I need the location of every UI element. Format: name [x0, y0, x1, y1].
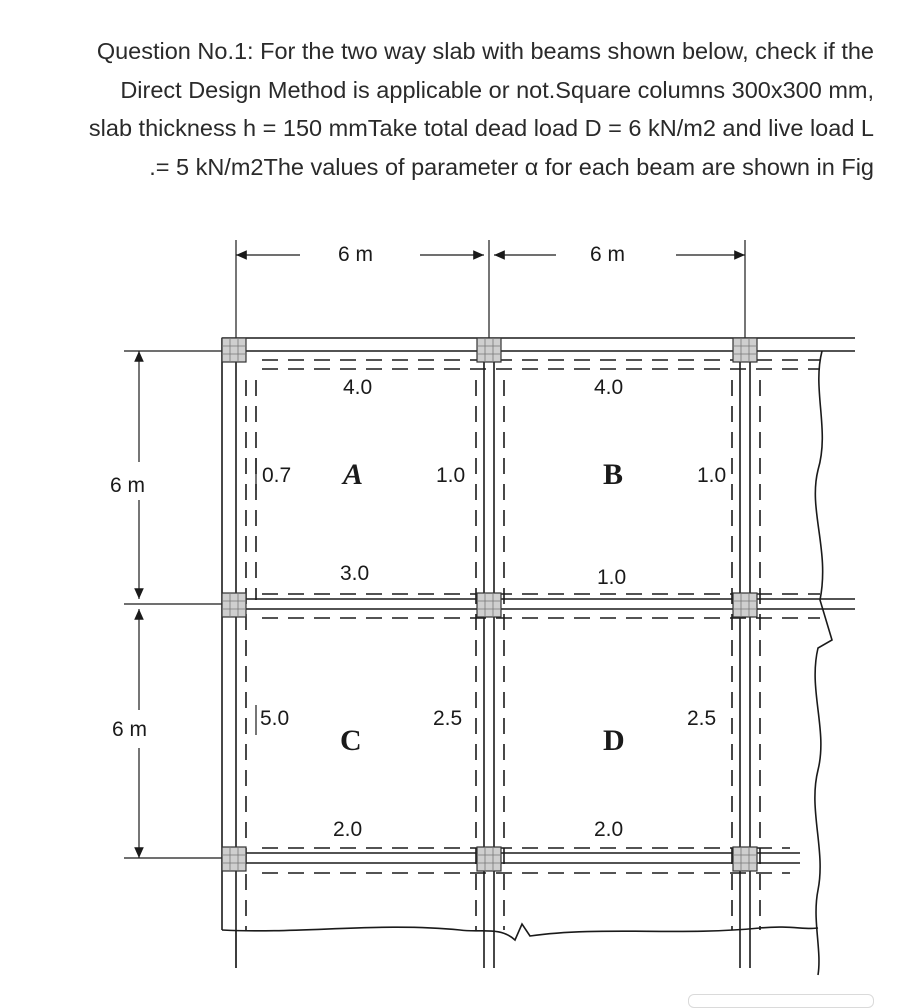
alpha-bottom-beam-c: 2.0 — [333, 818, 363, 841]
alpha-left-beam-c: 5.0 — [260, 707, 290, 730]
question-line-4: .= 5 kN/m2The values of parameter α for each beam are shown in Fig — [149, 153, 874, 180]
question-line-3: slab thickness h = 150 mmTake total dead load D = 6 kN/m2 and live load L — [88, 115, 874, 141]
column-bottom-right — [733, 847, 757, 871]
left-dimension — [110, 351, 226, 858]
alpha-right-beam-b: 1.0 — [697, 464, 727, 487]
column-top-right — [733, 338, 757, 362]
panel-label-c: C — [340, 724, 362, 757]
alpha-top-beam-a: 4.0 — [343, 376, 373, 399]
column-mid-right — [733, 593, 757, 617]
panel-label-a: A — [343, 458, 364, 491]
column-top-mid — [477, 338, 501, 362]
column-center — [477, 593, 501, 617]
span-label-left-upper: 6 m — [110, 474, 146, 497]
span-label-top-left: 6 m — [338, 243, 374, 266]
alpha-right-beam-d: 2.5 — [687, 707, 717, 730]
alpha-top-beam-b: 4.0 — [594, 376, 624, 399]
question-line-1: Question No.1: For the two way slab with beams shown below, check if the — [96, 38, 874, 64]
alpha-mid-beam-cd: 2.5 — [433, 707, 463, 730]
alpha-left-beam-a: 0.7 — [262, 464, 292, 487]
slab-structure — [222, 338, 855, 975]
slab-plan-diagram — [0, 200, 910, 1002]
top-dimension — [236, 240, 745, 345]
span-label-left-lower: 6 m — [112, 718, 148, 741]
alpha-mid-beam-ab: 1.0 — [436, 464, 466, 487]
columns — [222, 338, 757, 871]
column-bottom-left — [222, 847, 246, 871]
column-mid-left — [222, 593, 246, 617]
alpha-bottom-beam-d: 2.0 — [594, 818, 624, 841]
span-label-top-right: 6 m — [590, 243, 626, 266]
panel-label-d: D — [603, 724, 625, 757]
alpha-beam-b-d: 1.0 — [597, 566, 627, 589]
column-top-left — [222, 338, 246, 362]
bottom-panel-edge — [688, 994, 874, 1008]
question-text — [8, 32, 874, 186]
question-line-2: Direct Design Method is applicable or not.Square columns 300x300 mm, — [120, 76, 874, 103]
panel-label-b: B — [603, 458, 624, 491]
column-bottom-mid — [477, 847, 501, 871]
alpha-beam-a-c: 3.0 — [340, 562, 370, 585]
